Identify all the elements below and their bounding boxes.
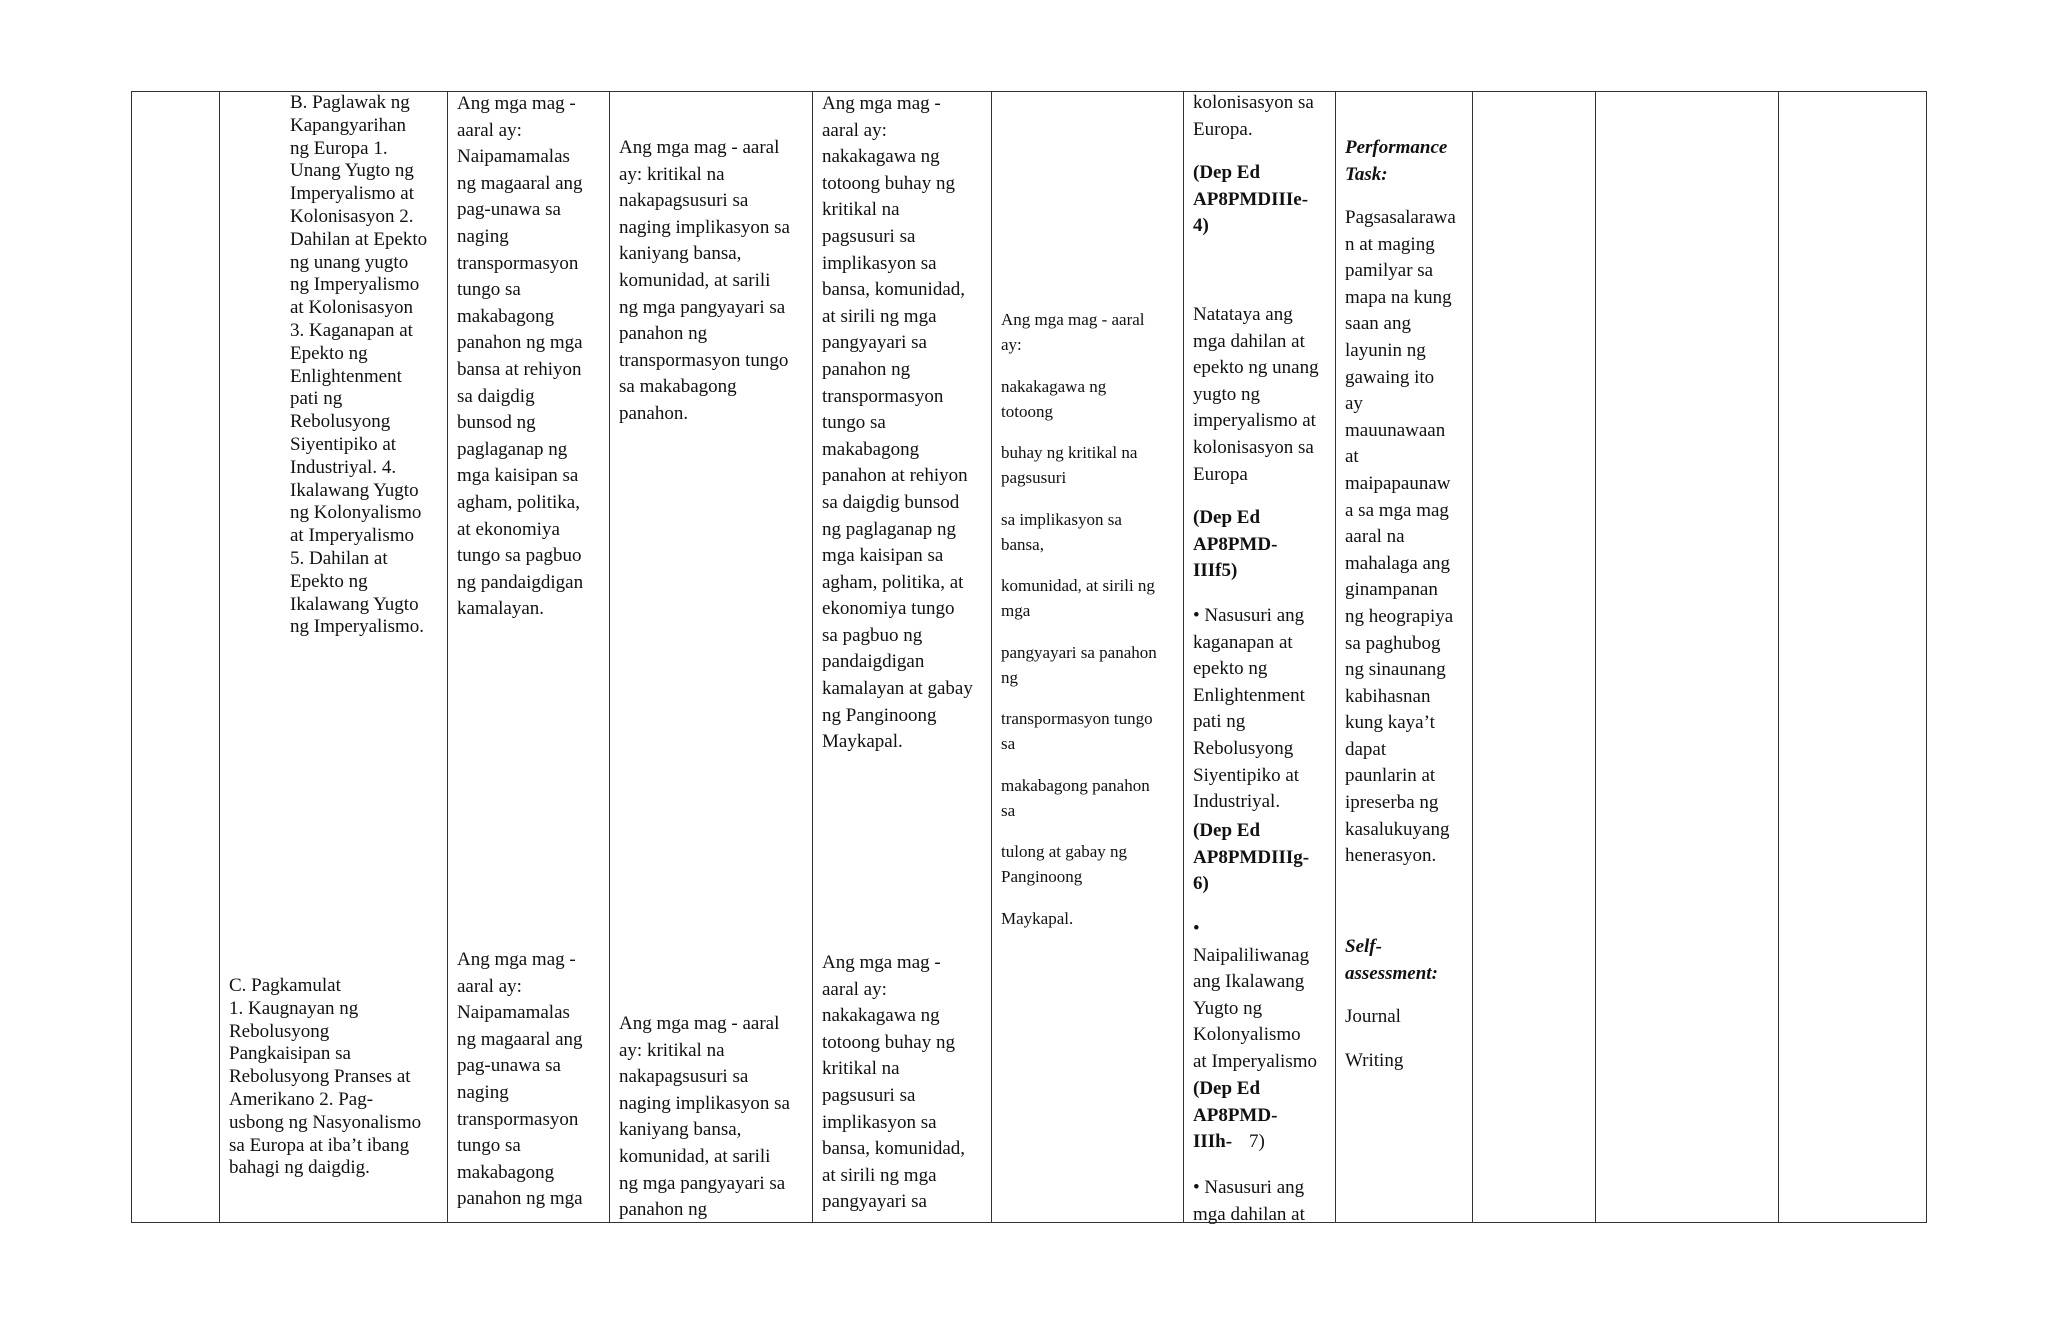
competency-code: (Dep Ed AP8PMD- IIIh-: [1193, 1078, 1278, 1153]
column-divider: [1183, 91, 1184, 1223]
list-item: Maykapal.: [1001, 908, 1074, 928]
column-divider: [1335, 91, 1336, 1223]
competency-code: (Dep Ed AP8PMDIIIg- 6): [1193, 820, 1310, 895]
competency-text: • Nasusuri ang mga dahilan at: [1193, 1177, 1305, 1225]
list-item: nakakagawa ng totoong: [1001, 376, 1107, 421]
list-item: sa implikasyon sa bansa,: [1001, 509, 1122, 554]
performance-task-heading: Performance Task:: [1345, 137, 1448, 185]
list-item: buhay ng kritikal na pagsusuri: [1001, 443, 1138, 487]
competency-text: Natataya ang mga dahilan at epekto ng unang yugto ng imperyalismo at kolonisasyon sa Europa: [1193, 304, 1319, 485]
competency-code-suffix: 7): [1249, 1131, 1265, 1152]
column-divider: [1595, 91, 1596, 1223]
content-standard-top: Ang mga mag - aaral ay: Naipamamalas ng magaaral ang pag-unawa sa naging transpormasyon tungo sa makabagong panahon ng mga bansa at rehiyon sa daigdig bunsod ng paglaganap ng mga kaisipan sa agham, politika, at ekonomiya tungo sa pagbuo ng pandaigdigan kamalayan.: [457, 93, 584, 620]
competency-text: • Naipaliliwanag ang Ikalawang Yugto ng Kolonyalismo at Imperyalismo: [1193, 918, 1317, 1072]
list-item: makabagong panahon sa: [1001, 775, 1150, 820]
self-assessment-heading: Self- assessment:: [1345, 936, 1438, 984]
column-divider: [1472, 91, 1473, 1223]
column-divider: [447, 91, 448, 1223]
column-divider: [1778, 91, 1779, 1223]
competency-code: (Dep Ed AP8PMDIIIe- 4): [1193, 162, 1309, 237]
content-block-c: C. Pagkamulat 1. Kaugnayan ng Rebolusyong Pangkaisipan sa Rebolusyong Pranses at Amerikano 2. Pag- usbong ng Nasyonalismo sa Europa at iba’t ibang bahagi ng daigdig.: [229, 975, 422, 1179]
list-item: tulong at gabay ng Panginoong: [1001, 842, 1128, 886]
competency-code: (Dep Ed AP8PMD- IIIf5): [1193, 507, 1278, 582]
performance-task-text: Pagsasalarawa n at maging pamilyar sa mapa na kung saan ang layunin ng gawaing ito ay mauunawaan at maipapaunaw a sa mga mag aaral na mahalaga ang ginampanan ng heograpiya sa paghubog ng sinaunang kabihasnan kung kaya’t dapat paunlarin at ipreserba ng kasalukuyang henerasyon.: [1345, 207, 1456, 867]
performance-standard-top: Ang mga mag - aaral ay: kritikal na nakapagsusuri sa naging implikasyon sa kaniyang bansa, komunidad, at sarili ng mga pangyayari sa panahon ng transpormasyon tungo sa makabagong panahon.: [619, 137, 790, 424]
list-item: komunidad, at sirili ng mga: [1001, 576, 1155, 620]
objectives-list: [1001, 307, 1157, 947]
column-divider: [219, 91, 220, 1223]
self-assessment-item: Journal: [1345, 1006, 1401, 1027]
column-divider: [812, 91, 813, 1223]
competency-text: kolonisasyon sa Europa.: [1193, 92, 1314, 140]
learning-competency-top: Ang mga mag - aaral ay: nakakagawa ng totoong buhay ng kritikal na pagsusuri sa implikasyon sa bansa, komunidad, at sirili ng mga pangyayari sa panahon ng transpormasyon tungo sa makabagong panahon at rehiyon sa daigdig bunsod ng paglaganap ng mga kaisipan sa agham, politika, at ekonomiya tungo sa pagbuo ng pandaigdigan kamalayan at gabay ng Panginoong Maykapal.: [822, 93, 973, 753]
competency-text: • Nasusuri ang kaganapan at epekto ng Enlightenment pati ng Rebolusyong Siyentipiko at Industriyal.: [1193, 605, 1305, 813]
performance-standard-bottom: Ang mga mag - aaral ay: kritikal na nakapagsusuri sa naging implikasyon sa kaniyang bansa, komunidad, at sarili ng mga pangyayari sa panahon ng: [619, 1013, 790, 1221]
list-item: pangyayari sa panahon ng: [1001, 642, 1157, 687]
content-standard-bottom: Ang mga mag - aaral ay: Naipamamalas ng magaaral ang pag-unawa sa naging transpormasyon tungo sa makabagong panahon ng mga: [457, 949, 583, 1210]
column-divider: [991, 91, 992, 1223]
list-item: transpormasyon tungo sa: [1001, 709, 1153, 753]
self-assessment-item: Writing: [1345, 1050, 1404, 1071]
column-divider: [609, 91, 610, 1223]
content-block-b: B. Paglawak ng Kapangyarihan ng Europa 1. Unang Yugto ng Imperyalismo at Kolonisasyon 2. Dahilan at Epekto ng unang yugto ng Imperyalismo at Kolonisasyon 3. Kaganapan at Epekto ng Enlightenment pati ng Rebolusyong Siyentipiko at Industriyal. 4. Ikalawang Yugto ng Kolonyalismo at Imperyalismo 5. Dahilan at Epekto ng Ikalawang Yugto ng Imperyalismo.: [290, 92, 428, 638]
learning-competency-bottom: Ang mga mag - aaral ay: nakakagawa ng totoong buhay ng kritikal na pagsusuri sa implikasyon sa bansa, komunidad, at sirili ng mga pangyayari sa: [822, 952, 966, 1213]
list-item: Ang mga mag - aaral ay:: [1001, 310, 1145, 354]
